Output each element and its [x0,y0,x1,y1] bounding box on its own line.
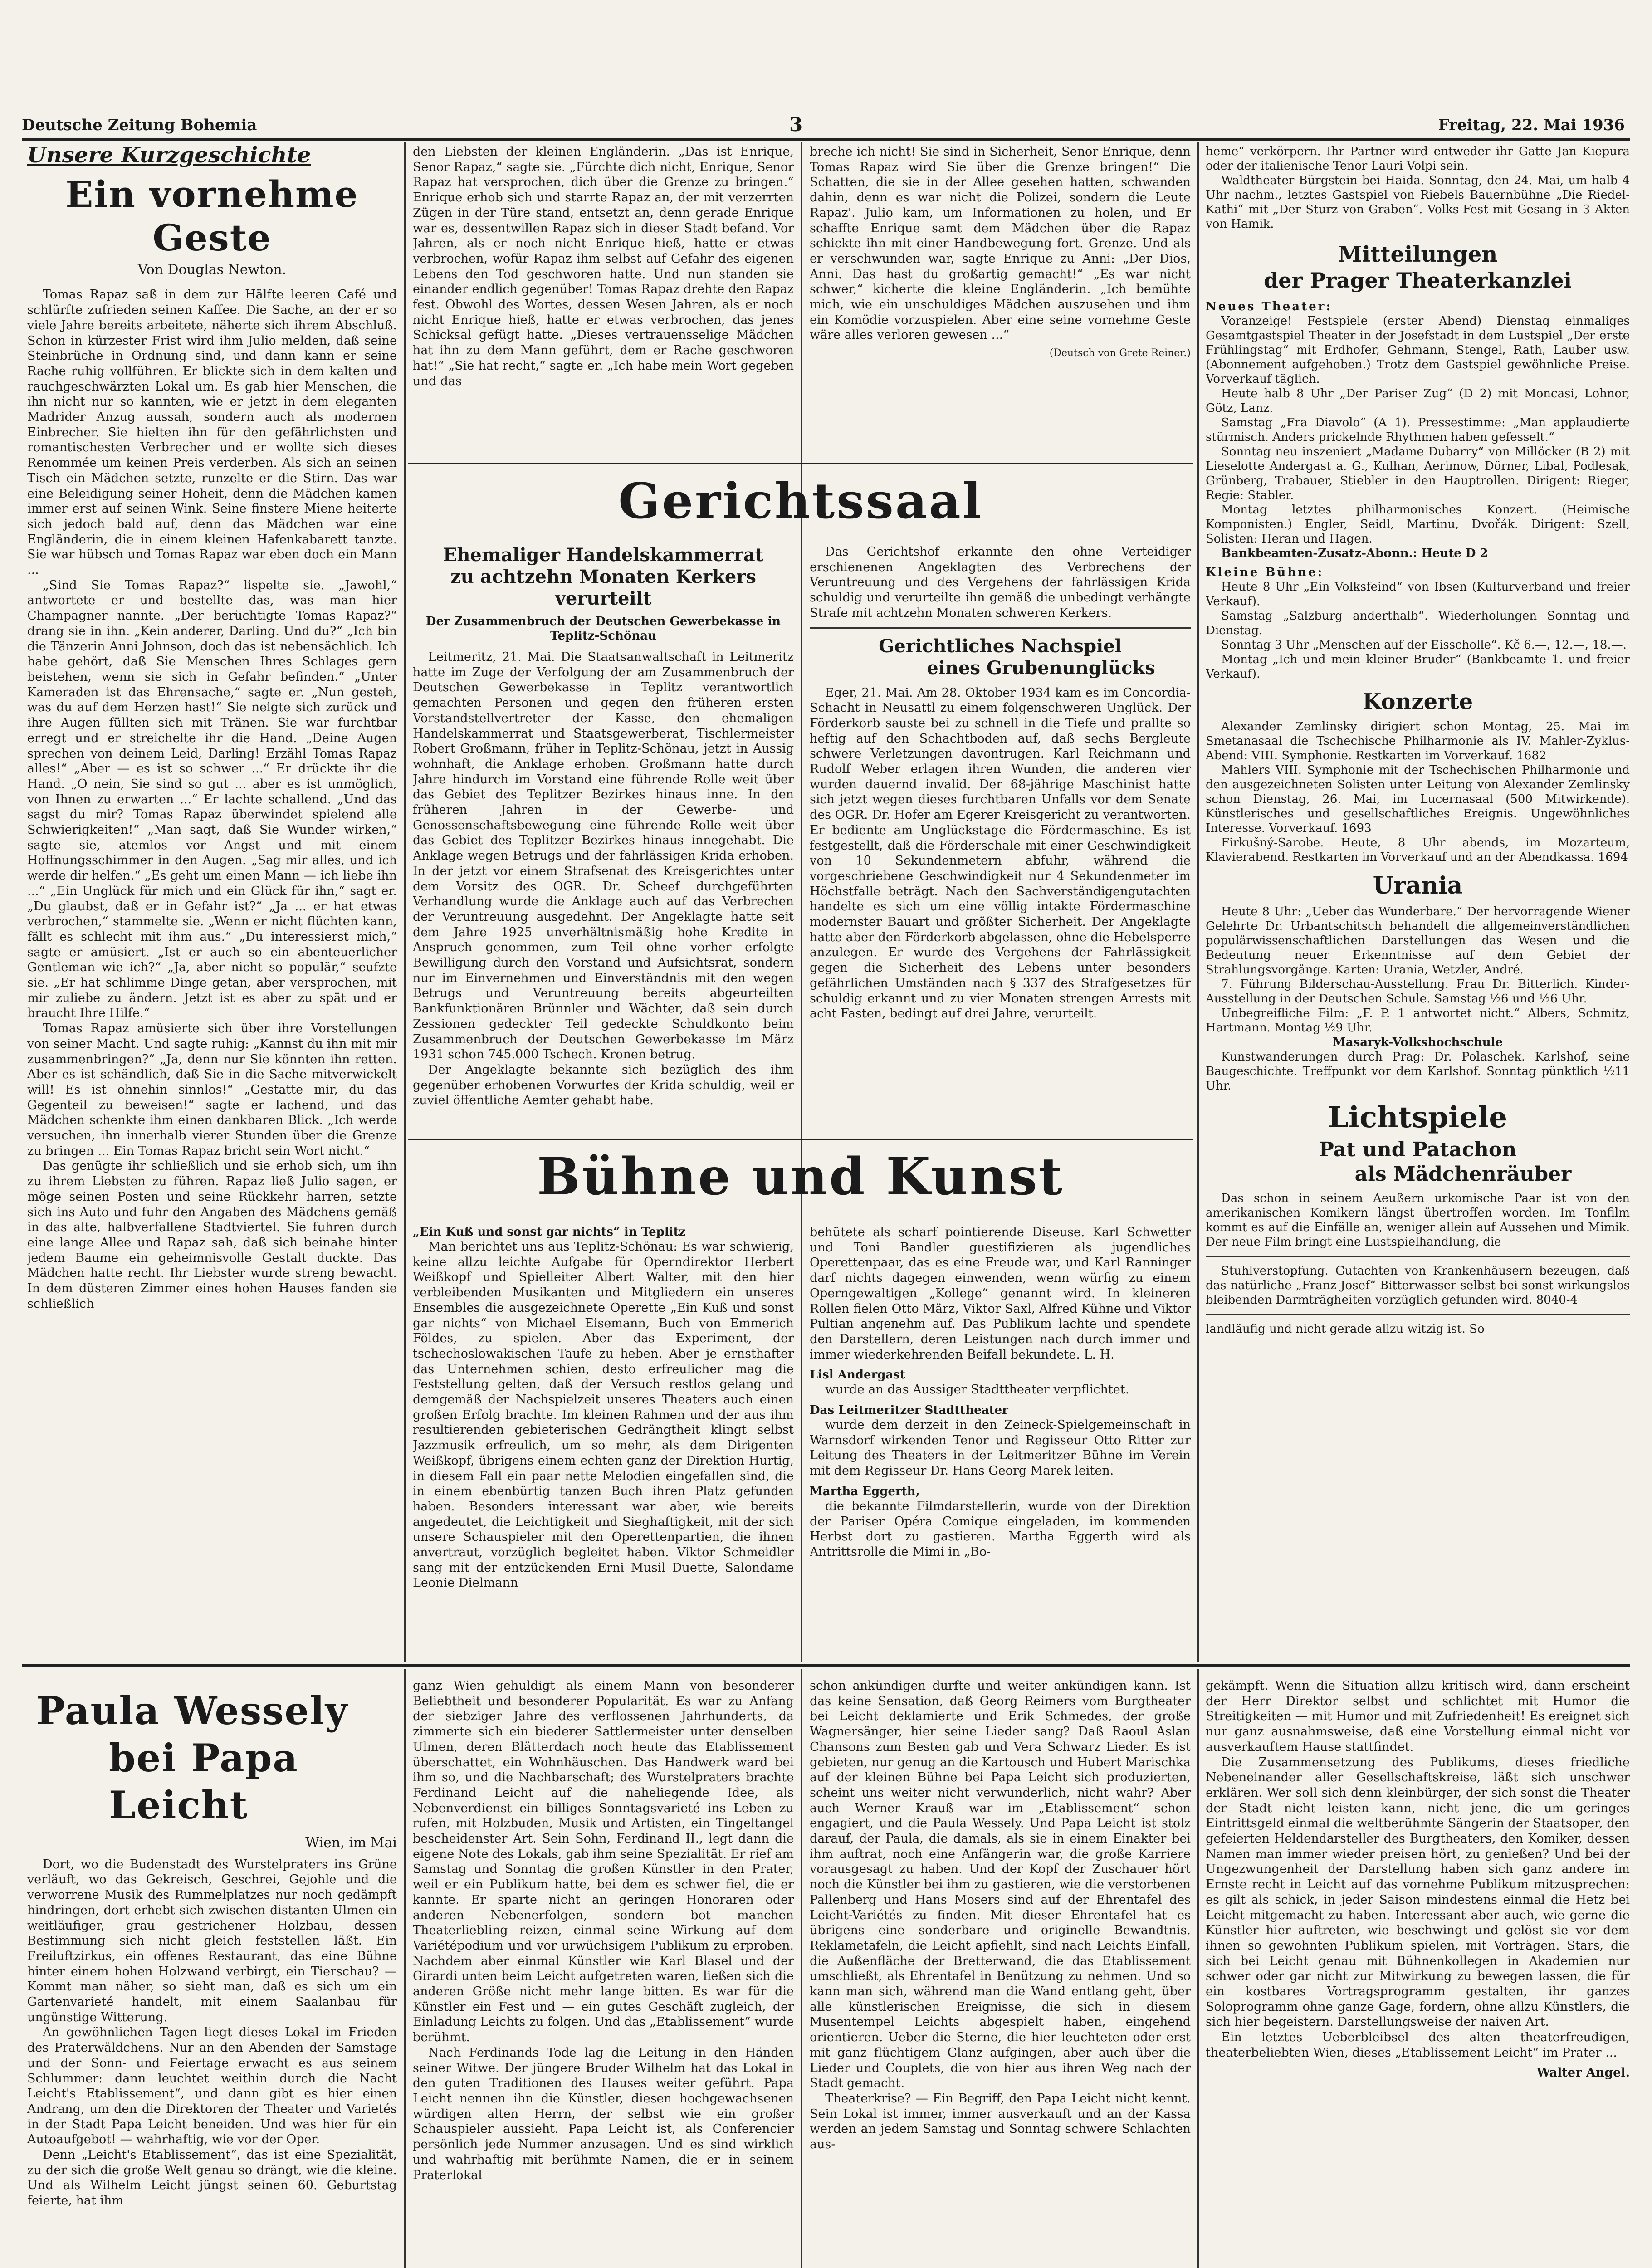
ad-divider [1206,1256,1630,1257]
court-subheadline: Der Zusammenbruch der Deutschen Gewerbekasse in Teplitz-Schönau [425,615,781,643]
column-rule [1197,142,1199,1662]
story-continuation [413,144,794,459]
notice-paragraph: Kunstwanderungen durch Prag: Dr. Polaschek. Karlshof, seine Baugeschichte. Treffpunkt vor dem Karlshof. Sonntag pünktlich ½11 Uhr. [1206,1050,1630,1093]
wessely-dateline: Wien, im Mai [305,1835,397,1851]
wessely-column-4 [1206,1678,1630,2268]
wessely-paragraph: An gewöhnlichen Tagen liegt dieses Lokal im Frieden des Praterwäldchens. Nur an den Abenden der Samstage und der Sonn- und Feiertage erwacht es aus seinem Schlummer: dann leuchtet weithin durch die Nacht Leicht's Etablissement“, und dann gibt es hier einen Andrang, um den die Direktoren der Theater und Varietés in der Stadt Papa Leicht beneiden. Und was hier für ein Autoaufgebot! — wahrhaftig, wie vor der Oper. [27,2025,397,2147]
notice-paragraph: Waldtheater Bürgstein bei Haida. Sonntag, den 24. Mai, um halb 4 Uhr nachm., letztes Gastspiel von Riebels Bauernbühne „Die Riedel-Kathi“ mit „Der Sturz von Graben“. Volks-Fest mit Gesang in 3 Akten von Hamik. [1206,174,1630,231]
wessely-column-1 [27,1678,397,2268]
story-kicker: Unsere Kurzgeschichte [27,144,311,168]
arts-section-title: Bühne und Kunst [537,1147,1064,1207]
film-headline: als Mädchenräuber [1354,1163,1572,1186]
wessely-paragraph: Ein letztes Ueberbleibsel des alten theaterfreudigen, theaterbeliebten Wien, dieses „Etablissement Leicht“ im Prater ... [1206,2030,1630,2060]
arts-paragraph: Man berichtet uns aus Teplitz-Schönau: Es war schwierig, keine allzu leichte Aufgabe für Operndirektor Herbert Weißkopf und Spielleiter Albert Walter, mit den hier verbleibenden Musikanten und Mitgliedern ein unseres Ensembles die ausgezeichnete Operette „Ein Kuß und sonst gar nichts“ von Michael Eisemann, Buch von Emmerich Földes, zu spielen. Aber das Experiment, der tschechoslowakischen Taufe zu heben. Aber je ernsthafter das Unternehmen schien, desto erfreulicher mag die Feststellung gelten, daß der Versuch restlos gelang und demgemäß der Nachspielzeit unseres Theaters auch einen großen Erfolg brachte. Im kleinen Rahmen und der aus ihm resultierenden gebieterischen Gedrängtheit klingt selbst Jazzmusik erfreulich, um so mehr, als dem Dirigenten Weißkopf, übrigens einem echten ganz der Direktion Hurtig, in diesem Fall ein paar nette Melodien eingefallen sind, die in einem ebenbürtig tanzen Buch ihren Platz gefunden haben. Besonders interessant war aber, wie bereits angedeutet, die Leichtigkeit und Sieghaftigkeit, mit der sich unsere Schauspieler mit den Operettenpartien, die ihnen anvertraut, vorzüglich begleitet haben. Viktor Schmeidler sang mit der entzückenden Erni Musil Duette, Salondame Leonie Dielmann [413,1240,794,1590]
notice-paragraph: Bankbeamten-Zusatz-Abonn.: Heute D 2 [1221,547,1488,560]
notice-paragraph: Heute halb 8 Uhr „Der Pariser Zug“ (D 2) mit Moncasi, Lohnor, Götz, Lanz. [1206,387,1630,415]
court-section-title: Gerichtssaal [618,473,983,530]
notice-paragraph: Alexander Zemlinsky dirigiert schon Montag, 25. Mai im Smetanasaal die Tschechische Philharmonie als IV. Mahler-Zyklus-Abend: VIII. Symphonie. Restkarten im Vorverkauf. 1682 [1206,720,1630,763]
wessely-paragraph: Nach Ferdinands Tode lag die Leitung in den Händen seiner Witwe. Der jüngere Bruder Wilhelm hat das Lokal in den guten Traditionen des Hauses weiter geführt. Papa Leicht nennen ihn die Künstler, diesen hochgewachsenen würdigen alten Herrn, der selbst wie ein großer Schauspieler aussieht. Papa Leicht ist, als Conferencier persönlich jede Nummer anzusagen. Und es sind wirklich und wahrhaftig mit berühmte Namen, die er in seinem Praterlokal [413,2045,794,2182]
column-rule [801,142,802,1662]
notice-paragraph: Samstag „Fra Diavolo“ (A 1). Pressestimme: „Man applaudierte stürmisch. Anders prickelnde Rhythmen haben gefesselt.“ [1206,416,1630,444]
column-rule [404,142,406,1662]
wessely-paragraph: schon ankündigen durfte und weiter ankündigen kann. Ist das keine Sensation, daß Georg Reimers vom Burgtheater bei Leicht deklamierte und Erik Schmedes, der große Wagnersänger, hier seine Lieder sang? Daß Raoul Aslan Chansons zum Besten gab und Vera Schwarz Lieder. Es ist gebieten, nur genug an die Kartousch und Hubert Marischka auf der kleinen Bühne bei Papa Leicht sich produzierten, scheint uns weiter nicht verwunderlich, nicht wahr? Aber auch Werner Krauß war im „Etablissement“ schon engagiert, und die Paula Wessely. Und Papa Leicht ist stolz darauf, der Paula, die damals, als sie in einem Einakter bei ihm auftrat, noch eine Anfängerin war, die große Karriere vorausgesagt zu haben. Und der Kopf der Zuschauer hört noch die Künstler bei ihm zu gastieren, wie die verstorbenen Pallenberg und Hans Mosers sind auf der Ehrentafel des Leicht-Variétés zu finden. Mit dieser Ehrentafel hat es übrigens eine sonderbare und originelle Bewandtnis. Reklametafeln, die Leicht apfiehlt, sind nach Leichts Einfall, die Außenfläche der Bretterwand, die das Etablissement umschließt, als Ehrentafel in Benützung zu nehmen. Und so kann man sich, während man die Wand entlang geht, über alle künstlerischen Ereignisse, die sich in diesem Musentempel Leichts abgespielt haben, eingehend orientieren. Ueber die Sterne, die hier leuchteten oder erst mit ganz flüchtigem Glanz aufgingen, aber auch über die Lieder und Couplets, die von hier aus ihren Weg nach der Stadt gemacht. [810,1679,1191,2091]
court-paragraph: Das Gerichtshof erkannte den ohne Verteidiger erschienenen Angeklagten des Verbrechens der Veruntreuung und des Vergehens der fahrlässigen Krida schuldig und verurteilte ihn gemäß die unbedingt verhängte Strafe mit achtzehn Monaten schweren Kerkers. [810,545,1191,620]
story-paragraph: breche ich nicht! Sie sind in Sicherheit, Senor Enrique, denn Tomas Rapaz wird Sie über die Grenze bringen!“ Die Schatten, die sie in der Allee gesehen hatten, schwanden dahin, denn es war nicht die Polizei, sondern die Leute Rapaz'. Julio kam, um Informationen zu holen, und Er schaffte Enrique samt dem Mädchen über die Rapaz schickte ihn mit einer Handbewegung fort. Grenze. Und als er verschwunden war, sagte Enrique zu Anni: „Der Dios, Anni. Das hast du großartig gemacht!“ „Es war nicht schwer,“ kicherte die kleine Engländerin. „Ich bemühte mich, wie ein unschuldiges Mädchen auszusehen und ihm ein Komödie vorzuspielen. Aber eine seine vornehme Geste wäre alles verloren gewesen ...“ [810,145,1191,342]
wessely-title: Paula Wessely [36,1688,348,1733]
court-column-right [810,544,1191,1134]
notice-subhead: Masaryk-Volkshochschule [1332,1036,1503,1049]
story-title: Ein vornehme Geste [65,172,359,259]
wessely-paragraph: Die Zusammensetzung des Publikums, dieses friedliche Nebeneinander aller Gesellschaftskreise, läßt sich unschwer erklären. Wer soll sich denn kleinbürger, der sich sonst die Theater der Stadt nicht leisten kann, nicht jene, die um geringes Eintrittsgeld einmal die weltberühmte Sängerin der Staatsoper, den gefeierten Heldendarsteller des Burgtheaters, den Komiker, dessen Namen man immer wieder preisen hört, zu genießen? Und bei der Ungezwungenheit der Darstellung haben sich ganz andere im Ernste recht in Leicht auf das vornehme Publikum mitzusprechen: es gilt als schick, in jeder Saison mindestens einmal die Hetz bei Leicht mitgemacht zu haben. Interessant aber auch, wie gerne die Künstler hier auftreten, wie beschwingt und gelöst sie vor dem ihnen so gewohnten Publikum spielen, mit Vorträgen. Stars, die sich bei Leicht genau mit Bühnenkollegen in Akademien nur schwer oder gar nicht zur Mitwirkung zu bewegen lassen, die für ein kostbares Vortragsprogramm gestalten, ihr ganzes Soloprogramm ohne ganze Gage, fordern, ohne allzu Künstlers, die sich hier begeistern. Darstellungsweise der naiven Art. [1206,1755,1630,2029]
wessely-paragraph: Denn „Leicht's Etablissement“, das ist eine Spezialität, zu der sich die große Welt genau so drängt, wie die kleine. Und als Wilhelm Leicht jüngst seinen 60. Geburtstag feierte, hat ihm [27,2148,397,2208]
court-headline: verurteilt [555,588,652,609]
story-column [27,144,397,1664]
wessely-paragraph: Theaterkrise? — Ein Begriff, den Papa Leicht nicht kennt. Sein Lokal ist immer, immer ausverkauft und an der Kassa werden an jedem Samstag und Sonntag schwere Schlachten aus- [810,2091,1191,2152]
notice-paragraph: Montag letztes philharmonisches Konzert. (Heimische Komponisten.) Engler, Seidl, Martinu, Dvořák. Dirigent: Szell, Solisten: Heran und Hagen. [1206,503,1630,546]
section-rule [408,1139,1193,1140]
theater-notice-title: Mitteilungen [1338,242,1498,267]
theater-notice-subtitle: der Prager Theaterkanzlei [1264,268,1572,293]
arts-paragraph: behütete als scharf pointierende Diseuse. Karl Schwetter und Toni Bandler guestifizieren als jugendliches Operettenpaar, das es eine Freude war, und Karl Ranninger darf nichts dagegen einwenden, wenn würfig zu einem Operngewaltigen „Kollege“ genannt wird. In kleineren Rollen fielen Otto März, Viktor Saxl, Alfred Kühne und Viktor Pultian angenehm auf. Das Publikum lachte und spendete den Darstellern, deren Leistungen nach durch immer und immer wiederkehrenden Beifall bekundete. L. H. [810,1225,1191,1362]
wessely-paragraph: Dort, wo die Budenstadt des Wurstelpraters ins Grüne verläuft, wo das Gekreisch, Geschrei, Gejohle und die verworrene Musik des Rummelplatzes nur noch gedämpft hindringen, dort erhebt sich zwischen distanten Ulmen ein weitläufiger, grau gestrichener Holzbau, dessen Bestimmung sich nicht gleich feststellen läßt. Ein Freiluftzirkus, ein offenes Restaurant, das eine Bühne hinter einem hohen Holzwand verbirgt, ein Tierschau? — Kommt man näher, so sieht man, daß es sich um ein Gartenvarieté handelt, mit einem Saalanbau für ungünstige Witterung. [27,1857,397,2024]
notice-paragraph: Unbegreifliche Film: „F. P. 1 antwortet nicht.“ Albers, Schmitz, Hartmann. Montag ½9 Uhr. [1206,1007,1630,1035]
wessely-title: bei Papa Leicht [109,1735,298,1828]
notices-column [1206,144,1630,1664]
notice-ad: Stuhlverstopfung. Gutachten von Krankenhäusern bezeugen, daß das natürliche „Franz-Josef“-Bitterwasser selbst bei sonst wirkungslos bleibenden Darmträgheiten vorzüglich gefunden wird. 8040-4 [1206,1264,1630,1307]
court-paragraph: Eger, 21. Mai. Am 28. Oktober 1934 kam es im Concordia-Schacht in Neusattl zu einem folgenschweren Unglück. Der Förderkorb sauste bei zu schnell in die Tiefe und prallte so heftig auf den Schachtboden auf, daß sechs Bergleute schwere Verletzungen davontrugen. Karl Reichmann und Rudolf Weber erlagen ihren Wunden, die anderen vier wurden dauernd invalid. Der 68-jährige Maschinist hatte sich jetzt wegen dieses furchtbaren Unfalls vor dem Senate des OGR. Dr. Hofer am Egerer Kreisgericht zu verantworten. Er bediente am Unglückstage die Fördermaschine. Es ist festgestellt, daß die Förderschale mit einer Geschwindigkeit von 10 Sekundenmetern abfuhr, während die vorgeschriebene Geschwindigkeit nur 4 Sekundenmeter im Höchstfalle beträgt. Nach den Sachverständigengutachten handelte es sich um eine völlig intakte Fördermaschine modernster Bauart und größter Sicherheit. Der Angeklagte hatte aber den Förderkorb abgelassen, ohne die Hebelsperre anzulegen. Er wurde des Vergehens der Fahrlässigkeit gegen die Sicherheit des Lebens unter besonders gefährlichen Umständen nach § 337 des Strafgesetzes für schuldig erkannt und zu vier Monaten strengen Arrests mit acht Fasten, bedingt auf drei Jahre, verurteilt. [810,685,1191,1021]
column-rule [404,1669,406,2268]
court-paragraph: Der Angeklagte bekannte sich bezüglich des ihm gegenüber erhobenen Vorwurfes der Krida schuldig, weil er zuviel öffentliche Aemter gehabt habe. [413,1062,794,1108]
section-rule [408,463,1193,464]
urania-title: Urania [1373,872,1463,899]
notice-paragraph: landläufig und nicht gerade allzu witzig ist. So [1206,1322,1485,1336]
arts-item-head: Das Leitmeritzer Stadttheater [810,1403,1008,1418]
header-rule [22,138,1630,141]
arts-column-right [810,1225,1191,1660]
story-byline: Von Douglas Newton. [137,261,287,278]
arts-item-head: Martha Eggerth, [810,1484,920,1498]
court-divider [810,627,1191,629]
wessely-column-2 [413,1678,794,2268]
section-rule [22,1664,1630,1667]
wessely-paragraph: gekämpft. Wenn die Situation allzu kritisch wird, dann erscheint der Herr Direktor selbst und schlichtet mit Humor die Streitigkeiten — mit Humor und mit Zufriedenheit! Es ereignet sich nur ganz ausnahmsweise, daß eine Vorstellung einmal nicht vor ausverkauftem Hause stattfindet. [1206,1679,1630,1754]
page-number: 3 [789,113,803,136]
wessely-signature: Walter Angel. [1536,2065,1630,2080]
court-paragraph: Leitmeritz, 21. Mai. Die Staatsanwaltschaft in Leitmeritz hatte im Zuge der Verfolgung der am Zusammenbruch der Deutschen Gewerbekasse in Teplitz verantwortlich gemachten Personen und gegen den früheren ersten Vorstandstellvertreter der Kasse, den ehemaligen Handelskammerrat und Staatsgewerberat, Tischlermeister Robert Großmann, früher in Teplitz-Schönau, jetzt in Aussig wohnhaft, die Anklage erhoben. Großmann hatte durch Jahre hindurch im Vorstand eine führende Rolle weit über das Gebiet des Teplitzer Bezirkes hinaus inne. In den früheren Jahren in der Gewerbe- und Genossenschaftsbewegung eine führende Rolle weit über das Gebiet des Teplitzer Bezirkes hinaus innegehabt. Die Anklage wegen Betrugs und der fahrlässigen Krida erhoben. In der jetzt vor einem Strafsenat des Kreisgerichtes unter dem Vorsitz des OGR. Dr. Scheef durchgeführten Verhandlung wurde die Anklage auch auf das Verbrechen der Veruntreuung ausgedehnt. Der Angeklagte hatte seit dem Jahre 1925 unverhältnismäßig hohe Kredite in Anspruch genommen, zum Teil ohne vorher erfolgte Bewilligung durch den Vorstand und Aufsichtsrat, sondern nur im Einvernehmen und Einverständnis mit den wegen Betrugs und Veruntreuung bereits abgeurteilten Bankfunktionären Brünnler und Wächter, daß sein durch Zessionen gedeckter Teil gedeckte Schuldkonto beim Zusammenbruch der Deutschen Gewerbekasse im März 1931 schon 745.000 Tschech. Kronen betrug. [413,650,794,1062]
story-continuation [810,144,1191,459]
lichtspiele-title: Lichtspiele [1328,1100,1508,1134]
column-rule [1197,1669,1199,2268]
arts-paragraph: wurde an das Aussiger Stadttheater verpflichtet. [825,1383,1129,1397]
notice-paragraph: Das schon in seinem Aeußern urkomische Paar ist von den amerikanischen Komikern längst übertroffen worden. Im Tonfilm kommt es auf die Einfälle an, weniger allein auf Aussehen und Mimik. Der neue Film bringt eine Lustspielhandlung, die [1206,1192,1630,1249]
notice-paragraph: Montag „Ich und mein kleiner Bruder“ (Bankbeamte 1. und freier Verkauf). [1206,653,1630,681]
wessely-column-3 [810,1678,1191,2268]
story-paragraph: „Sind Sie Tomas Rapaz?“ lispelte sie. „Jawohl,“ antwortete er und bestellte das, was man hier Champagner nannte. „Der berüchtigte Tomas Rapaz?“ drang sie in ihn. „Kein anderer, Darling. Und du?“ „Ich bin die Tänzerin Anni Johnson, doch das ist nebensächlich. Ich habe gehört, daß Sie Menschen Ihres Schlages gern beistehen, wenn sie sich in Gefahr befinden.“ „Unter Kameraden ist das Ehrensache,“ sagte er. „Nun gesteh, was du auf dem Herzen hast!“ Sie neigte sich zurück und ihre Augen füllten sich mit Tränen. Sie war furchtbar erregt und er streichelte ihr die Hand. „Deine Augen sprechen von deinem Leid, Darling! Erzähl Tomas Rapaz alles!“ „Aber — es ist so schwer ...“ Er drückte ihr die Hand. „O nein, Sie sind so gut ... aber es ist unmöglich, von Ihnen zu erwarten ...“ Er lachte schallend. „Und das sagst du mir? Tomas Rapaz überwindet spielend alle Schwierigkeiten!“ „Man sagt, daß Sie Wunder wirken,“ sagte sie, atemlos vor Angst und mit einem Hoffnungsschimmer in den Augen. „Sag mir alles, und ich werde dir helfen.“ „Es geht um einen Mann — ich liebe ihn ...“ „Ein Unglück für mich und ein Glück für ihn,“ sagt er. „Du glaubst, daß er in Gefahr ist?“ „Ja ... er hat etwas verbrochen,“ stammelte sie. „Wenn er nicht flüchten kann, fällt es schlecht mit ihm aus.“ „Du interessierst mich,“ sagte er amüsiert. „Ist er auch so ein abenteuerlicher Gentleman wie ich?“ „Ja, aber nicht so populär,“ seufzte sie. „Er hat schlimme Dinge getan, aber versprochen, mit mir zuliebe zu ändern. Jetzt ist es aber zu spät und er braucht Ihre Hilfe.“ [27,578,397,1021]
court-column-left [413,544,794,1134]
court-headline: Ehemaliger Handelskammerrat [443,544,764,566]
issue-date: Freitag, 22. Mai 1936 [1438,116,1625,134]
story-paragraph: Tomas Rapaz saß in dem zur Hälfte leeren Café und schlürfte zufrieden seinen Kaffee. Die Sache, an der er so viele Jahre bereits arbeitete, näherte sich ihrem Abschluß. Schon in kürzester Frist wird ihm Julio melden, daß seine Steinbrüche in Ordnung sind, und dann kann er seine Rache ruhig vollführen. Er blickte sich in dem kalten und rauchgeschwärzten Lokal um. Es gab hier Menschen, die ihn nicht nur so kannten, wie er jetzt in dem eleganten Madrider Anzug aussah, sondern auch als modernen Einbrecher. Sie hielten ihn für den gefährlichsten und romantischesten Verbrecher und er wollte sich dieses Renommée um keinen Preis verderben. Als sich an seinen Tisch ein Mädchen setzte, runzelte er die Stirn. Das war eine Beleidigung seiner Hoheit, denn die Mädchen kamen immer erst auf seinen Wink. Seine finstere Miene heiterte sich jedoch bald auf, denn das Mädchen war eine Engländerin, die in einem kleinen Hafenkabarett tanzte. Sie war hübsch und Tomas Rapaz war eben doch ein Mann ... [27,288,397,577]
court-headline: Gerichtliches Nachspiel [879,635,1122,657]
arts-item-head: Lisl Andergast [810,1368,905,1382]
court-headline: eines Grubenunglücks [927,657,1155,679]
notice-paragraph: Heute 8 Uhr „Ein Volksfeind“ von Ibsen (Kulturverband und freier Verkauf). [1206,580,1630,608]
notice-paragraph: Firkušný-Sarobe. Heute, 8 Uhr abends, im Mozarteum, Klavierabend. Restkarten im Vorverkauf und an der Abendkassa. 1694 [1206,836,1630,864]
film-headline: Pat und Patachon [1319,1138,1517,1161]
arts-item-head: „Ein Kuß und sonst gar nichts“ in Teplitz [413,1225,686,1239]
notice-paragraph: Sonntag neu inszeniert „Madame Dubarry“ von Millöcker (B 2) mit Lieselotte Andergast a. G., Kulhan, Aerimow, Dörner, Libal, Podlesak, Grünberg, Trabauer, Stiebler in den Hauptrollen. Dirigent: Rieger, Regie: Stabler. [1206,445,1630,502]
notice-paragraph: Sonntag 3 Uhr „Menschen auf der Eisscholle“. Kč 6.—, 12.—, 18.—. [1221,638,1627,652]
notice-paragraph: Mahlers VIII. Symphonie mit der Tschechischen Philharmonie und den ausgezeichneten Solisten unter Leitung von Alexander Zemlinsky schon Dienstag, 26. Mai, im Lucernasaal (500 Mitwirkende). Künstlerisches und gesellschaftliches Ereignis. Ungewöhnliches Interesse. Vorverkauf. 1693 [1206,763,1630,835]
ad-divider [1206,1314,1630,1315]
column-rule [801,1669,802,2268]
neues-theater-head: Neues Theater: [1206,300,1332,313]
arts-column-left [413,1225,794,1660]
arts-paragraph: die bekannte Filmdarstellerin, wurde von der Direktion der Pariser Opéra Comique eingeladen, im kommenden Herbst dort zu gastieren. Martha Eggerth wird als Antrittsrolle die Mimi in „Bo- [810,1499,1191,1559]
notice-paragraph: Heute 8 Uhr: „Ueber das Wunderbare.“ Der hervorragende Wiener Gelehrte Dr. Urbantschitsch behandelt die allgemeinverständlichen populärwissenschaftlichen Darstellungen das Wesen und die Bedeutung neuer Erkenntnisse auf dem Gebiet der Strahlungsvorgänge. Karten: Urania, Wetzler, André. [1206,905,1630,977]
story-paragraph: Tomas Rapaz amüsierte sich über ihre Vorstellungen von seiner Macht. Und sagte ruhig: „Kannst du ihn mit mir zusammenbringen?“ „Ja, denn nur Sie könnten ihn retten. Aber es ist schändlich, daß Sie in die Sache mitverwickelt will! Es ist ohnehin sinnlos!“ „Gestatte mir, du das Gegenteil zu beweisen!“ sagte er lachend, und das Mädchen schenkte ihm einen dankbaren Blick. „Ich werde versuchen, ihn innerhalb vierer Stunden über die Grenze zu bringen ... Ein Tomas Rapaz bricht sein Wort nicht.“ [27,1022,397,1158]
kleine-buehne-head: Kleine Bühne: [1206,566,1324,579]
wessely-paragraph: ganz Wien gehuldigt als einem Mann von besonderer Beliebtheit und besonderer Popularität. Es war zu Anfang der siebziger Jahre des verflossenen Jahrhunderts, da zimmerte sich ein biederer Sattlermeister unter denselben Ulmen, deren Blätterdach noch heute das Etablissement überschattet, ein Wohnhäuschen. Das Handwerk ward bei ihm so, und die Nachbarschaft; des Wurstelpraters brachte Ferdinand Leicht auf die naheliegende Idee, als Nebenverdienst ein billiges Sonntagsvarieté ins Leben zu rufen, mit Holzbuden, Musik und Artisten, ein Tingeltangel bescheidenster Art. Sein Sohn, Ferdinand II., legt dann die eigene Note des Lokals, gab ihm seine Spezialität. Er rief am Samstag und Sonntag die großen Künstler in den Prater, weil er ein Publikum hatte, bei dem es schwer fiel, die er kannte. Er sparte nicht an geringen Honoraren oder anderen Nebenerfolgen, sondern bot manchen Theaterliebling reizen, einmal seine Wirkung auf dem Variétépodium und vor urwüchsigem Publikum zu erproben. Nachdem aber einmal Künstler wie Karl Blasel und der Girardi unten beim Leicht aufgetreten waren, ließen sich die anderen Größe nicht mehr lange bitten. Es war für die Künstler ein Fest und — ein gutes Geschäft zugleich, der Einladung Leichts zu folgen. Und das „Etablissement“ wurde berühmt. [413,1679,794,2045]
arts-paragraph: wurde dem derzeit in den Zeineck-Spielgemeinschaft in Warnsdorf wirkenden Tenor und Regisseur Otto Ritter zur Leitung des Theaters in der Leitmeritzer Bühne im Verein mit dem Regisseur Dr. Hans Georg Marek leiten. [810,1418,1191,1478]
notice-paragraph: 7. Führung Bilderschau-Ausstellung. Frau Dr. Bitterlich. Kinder-Ausstellung in der Deutschen Schule. Samstag ½6 und ½6 Uhr. [1206,978,1630,1006]
notice-paragraph: Voranzeige! Festspiele (erster Abend) Dienstag einmaliges Gesamtgastspiel Theater in der Josefstadt in dem Lustspiel „Der erste Frühlingstag“ mit Erdhofer, Gehmann, Stengel, Rath, Lauber usw. (Abonnement aufgehoben.) Trotz dem Gastspiel gewöhnliche Preise. Vorverkauf täglich. [1206,314,1630,386]
court-headline: zu achtzehn Monaten Kerkers [450,566,756,587]
notice-paragraph: Samstag „Salzburg anderthalb“. Wiederholungen Sonntag und Dienstag. [1206,609,1630,637]
story-credit: (Deutsch von Grete Reiner.) [1049,347,1191,359]
notice-paragraph: heme“ verkörpern. Ihr Partner wird entweder ihr Gatte Jan Kiepura oder der italienische Tenor Lauri Volpi sein. [1206,145,1630,173]
story-paragraph: den Liebsten der kleinen Engländerin. „Das ist Enrique, Senor Rapaz,“ sagte sie. „Fürchte dich nicht, Enrique, Senor Rapaz hat versprochen, dich über die Grenze zu bringen.“ Enrique erhob sich und starrte Rapaz an, der mit verzerrten Zügen in der Türe stand, entsetzt an, denn gerade Enrique war es, dessentwillen Rapaz sich in dieser Stadt befand. Vor Jahren, als er noch nicht Enrique hieß, hatte er etwas verbrochen, wofür Rapaz ihm selbst auf Gefahr des eigenen Lebens den Tod geschworen hatte. Und nun standen sie einander endlich gegenüber! Tomas Rapaz drehte den Rapaz fest. Obwohl des Wortes, dessen Wesen Jahren, als er noch nicht Enrique hieß, hatte er etwas verbrochen, das jenes Schicksal gefügt hatte. „Dieses vertrauensselige Mädchen hat ihn zu dem Mann geführt, dem er Rache geschworen hat!“ „Sie hat recht,“ sagte er. „Ich habe mein Wort gegeben und das [413,145,794,388]
story-paragraph: Das genügte ihr schließlich und sie erhob sich, um ihn zu ihrem Liebsten zu führen. Rapaz ließ Julio sagen, er möge seinen Posten und seine Rückkehr harren, setzte sich ins Auto und fuhr den Angaben des Mädchens gemäß in das alte, halbverfallene Stadtviertel. Sie fuhren durch eine lange Allee und Rapaz sah, daß sich beinahe hinter jedem Baume ein geheimnisvolle Gestalt duckte. Das Mädchen hatte recht. Ihr Liebster wurde streng bewacht. In dem düsteren Zimmer eines hohen Hauses fanden sie schließlich [27,1159,397,1311]
konzerte-title: Konzerte [1362,689,1473,714]
paper-name: Deutsche Zeitung Bohemia [22,116,257,134]
